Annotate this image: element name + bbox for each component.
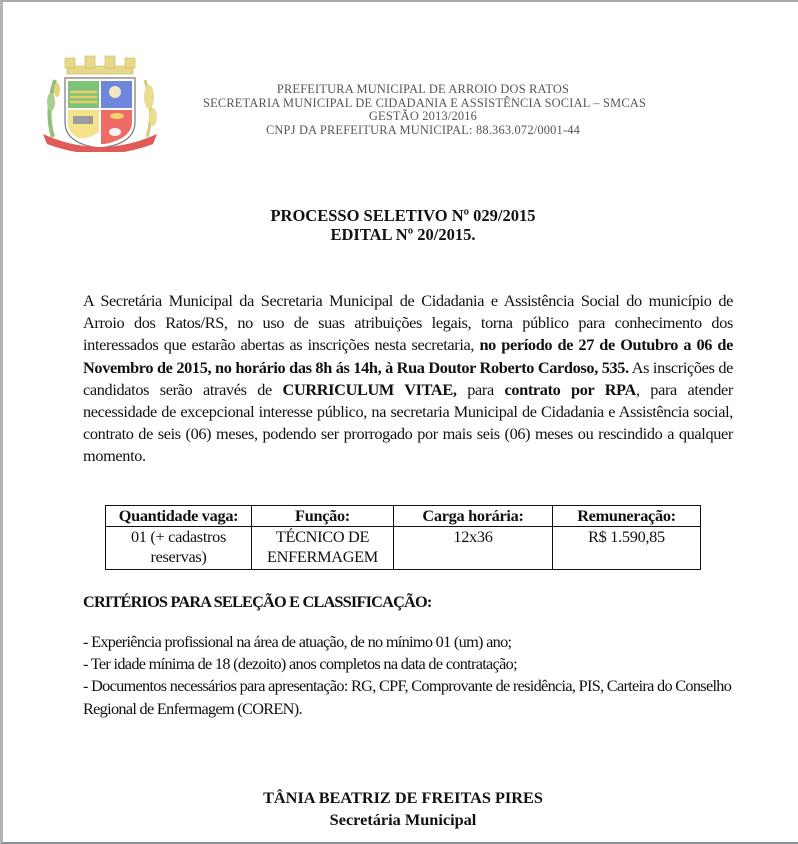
paragraph-cv-bold: CURRICULUM VITAE, (282, 379, 457, 399)
letterhead (203, 82, 647, 137)
header-line-gestao: GESTÃO 2013/2016 (368, 109, 478, 123)
header-carga: Carga horária: (394, 506, 553, 527)
paragraph-text: A Secretária Municipal da Secretaria Municipal de Cidadania e Assistência Social do município de Arroio dos Ratos/RS, no uso de suas atribuições legais, torna público para conhecimento dos interessados que estarão abertas as inscrições nesta secretaria, (83, 291, 733, 355)
document-title (203, 206, 603, 244)
criteria-list (83, 631, 733, 720)
list-item: - Ter idade mínima de 18 (dezoito) anos completos na data de contratação; (83, 654, 517, 674)
header-line-prefeitura: PREFEITURA MUNICIPAL DE ARROIO DOS RATOS (276, 82, 570, 96)
title-edital: EDITAL Nº 20/2015. (330, 225, 476, 244)
cell-funcao: TÉCNICO DE ENFERMAGEM (252, 527, 394, 570)
list-item: - Documentos necessários para apresentação: RG, CPF, Comprovante de residência, PIS, Carteira do Conselho Regional de Enfermagem (COREN). (83, 676, 732, 718)
paragraph-text: As inscrições de candidatos serão através de (83, 357, 733, 399)
signatory-name: TÂNIA BEATRIZ DE FREITAS PIRES (263, 788, 543, 807)
header-funcao: Função: (252, 506, 394, 527)
paragraph-text: , para atender necessidade de excepcional interesse público, na secretaria Municipal de Cidadania e Assistência social, contrato de seis (06) meses, podendo ser prorrogado por mais seis (06) meses ou rescindido a qualquer momento. (83, 379, 733, 466)
cell-quantidade: 01 (+ cadastros reservas) (106, 527, 252, 570)
paragraph-rpa-bold: contrato por RPA (504, 379, 636, 399)
signatory-role: Secretária Municipal (329, 810, 477, 829)
header-remuneracao: Remuneração: (553, 506, 701, 527)
paragraph-period-bold: no período de 27 de Outubro a 06 de Novembro de 2015, no horário das 8h ás 14h, à Rua Doutor Roberto Cardoso, 535. (83, 335, 733, 377)
paragraph-text: para (456, 379, 505, 399)
cell-carga: 12x36 (394, 527, 553, 570)
list-item: - Experiência profissional na área de atuação, de no mínimo 01 (um) ano; (83, 632, 512, 651)
title-processo: PROCESSO SELETIVO Nº 029/2015 (270, 206, 536, 225)
cell-remuneracao: R$ 1.590,85 (553, 527, 701, 570)
table-row (106, 527, 701, 570)
header-line-cnpj: CNPJ DA PREFEITURA MUNICIPAL: 88.363.072/0001-44 (265, 122, 581, 137)
vacancy-table (105, 505, 701, 570)
coat-of-arms-icon (35, 52, 165, 152)
header-quantidade: Quantidade vaga: (106, 506, 252, 527)
table-header-row (106, 506, 701, 527)
header-line-secretaria: SECRETARIA MUNICIPAL DE CIDADANIA E ASSISTÊNCIA SOCIAL – SMCAS (203, 95, 647, 110)
signature-block (203, 787, 603, 831)
main-paragraph (83, 290, 733, 468)
criteria-heading: CRITÉRIOS PARA SELEÇÃO E CLASSIFICAÇÃO: (83, 592, 432, 611)
